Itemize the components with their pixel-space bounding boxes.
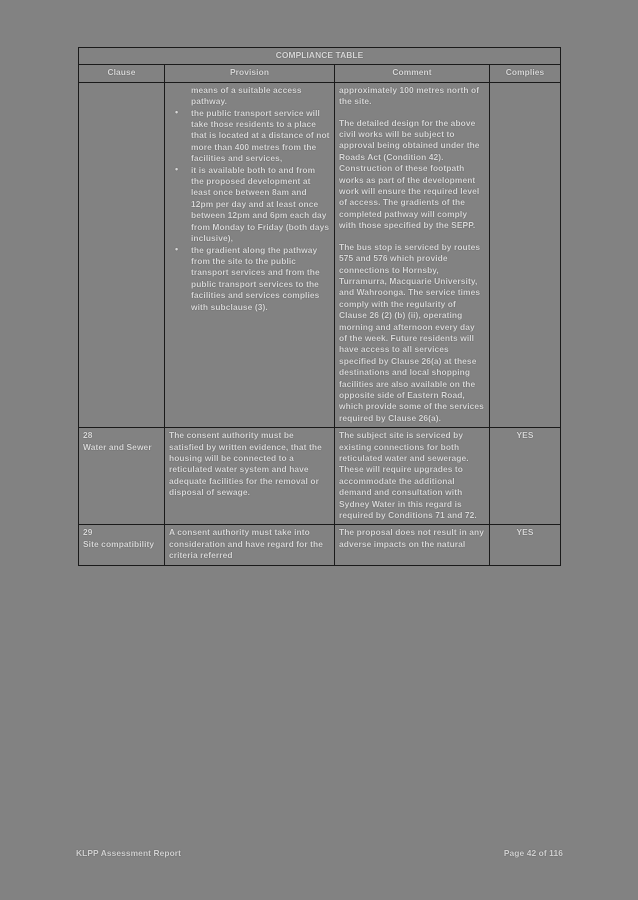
provision-lead-text: means of a suitable access pathway.: [191, 84, 302, 107]
cell-comment: [335, 82, 490, 427]
clause-title: Water and Sewer: [83, 441, 152, 452]
cell-complies: YES: [490, 525, 561, 565]
cell-clause: [79, 82, 165, 427]
column-header-provision: Provision: [165, 65, 335, 82]
list-item: • the public transport service will take those residents to a place that is located at a distance of not more than 400 metres from the facilities and services,: [169, 108, 330, 165]
column-header-comment: Comment: [335, 65, 490, 82]
comment-paragraph: The detailed design for the above civil works will be subject to approval being obtained under the Roads Act (Condition 42). Construction of these footpath works as part of the development work will ensure the required level of access. The gradients of the completed pathway will comply with those specified by the SEPP.: [339, 117, 480, 231]
cell-comment: The proposal does not result in any adverse impacts on the natural: [335, 525, 490, 565]
footer-document-title: KLPP Assessment Report: [76, 848, 182, 858]
cell-clause: [79, 428, 165, 525]
comment-paragraph: approximately 100 metres north of the site.: [339, 84, 480, 107]
cell-comment: The subject site is serviced by existing connections for both reticulated water and sewerage. These will require upgrades to accommodate the additional demand and consultation with Sydney Water in this regard is required by Conditions 71 and 72.: [335, 428, 490, 525]
cell-provision: [165, 82, 335, 427]
compliance-table: [78, 47, 561, 566]
comment-paragraph: The bus stop is serviced by routes 575 and 576 which provide connections to Hornsby, Turramurra, Macquarie University, and Wahroonga. The service times comply with the regularity of Clause 26 (2) (b) (ii), operating morning and afternoon every day of the week. Future residents will have access to all services specified by Clause 26(a) at these destinations and local shopping facilities are also available on the opposite side of Eastern Road, which provide some of the services required by Clause 26(a).: [339, 241, 484, 423]
page-footer: [76, 848, 563, 858]
column-header-clause: Clause: [79, 65, 165, 82]
list-item: • it is available both to and from the proposed development at least once between 8am and 12pm per day and at least once between 12pm and 6pm each day from Monday to Friday (both days inclusive),: [169, 165, 330, 245]
column-header-complies: Complies: [490, 65, 561, 82]
clause-number: 29: [83, 527, 93, 538]
table-row: [79, 525, 561, 565]
clause-number: 28: [83, 430, 93, 441]
cell-provision: A consent authority must take into consideration and have regard for the criteria referred: [165, 525, 335, 565]
provision-bullet-list: [169, 108, 330, 313]
cell-clause: [79, 525, 165, 565]
table-row: [79, 82, 561, 427]
table-header-row: [79, 65, 561, 82]
cell-complies: YES: [490, 428, 561, 525]
cell-complies: [490, 82, 561, 427]
clause-title: Site compatibility: [83, 538, 155, 549]
table-title: COMPLIANCE TABLE: [79, 48, 561, 65]
list-item: • the gradient along the pathway from the site to the public transport services and from the public transport services to the facilities and services complies with subclause (3).: [169, 245, 330, 313]
table-row: [79, 428, 561, 525]
cell-provision: The consent authority must be satisfied by written evidence, that the housing will be connected to a reticulated water system and have adequate facilities for the removal or disposal of sewage.: [165, 428, 335, 525]
table-title-row: [79, 48, 561, 65]
footer-page-number: Page 42 of 116: [503, 848, 563, 858]
